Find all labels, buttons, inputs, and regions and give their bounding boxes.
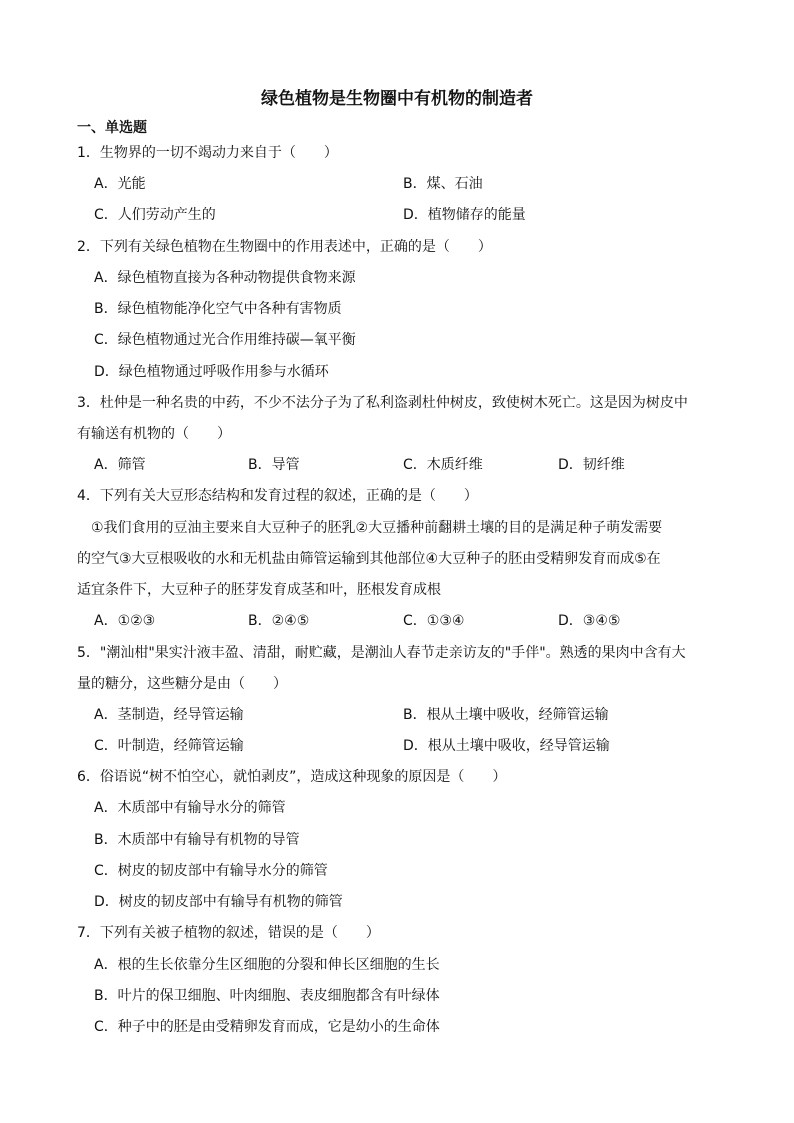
q5-option-b: B．根从土壤中吸收，经筛管运输	[403, 707, 609, 723]
q7-stem: 7．下列有关被子植物的叙述，错误的是（ ）	[77, 925, 380, 941]
q7-option-a: A．根的生长依靠分生区细胞的分裂和伸长区细胞的生长	[94, 957, 440, 973]
q3-stem-line2: 有输送有机物的（ ）	[77, 426, 231, 442]
page-title: 绿色植物是生物圈中有机物的制造者	[261, 89, 533, 109]
q7-option-c: C．种子中的胚是由受精卵发育而成，它是幼小的生命体	[94, 1019, 440, 1035]
q2-option-c: C．绿色植物通过光合作用维持碳—氧平衡	[94, 332, 356, 348]
q1-option-a: A．光能	[94, 176, 146, 192]
q2-option-b: B．绿色植物能净化空气中各种有害物质	[94, 301, 342, 317]
q6-option-b: B．木质部中有输导有机物的导管	[94, 832, 300, 848]
q6-option-c: C．树皮的韧皮部中有输导水分的筛管	[94, 863, 328, 879]
q4-statement-line1: ①我们食用的豆油主要来自大豆种子的胚乳②大豆播种前翻耕土壤的目的是满足种子萌发需要	[77, 520, 663, 536]
q6-option-d: D．树皮的韧皮部中有输导有机物的筛管	[94, 894, 343, 910]
q3-option-b: B．导管	[248, 457, 300, 473]
q3-option-a: A．筛管	[94, 457, 146, 473]
q3-option-d: D．韧纤维	[558, 457, 625, 473]
q1-option-c: C．人们劳动产生的	[94, 207, 216, 223]
q5-option-a: A．茎制造，经导管运输	[94, 707, 244, 723]
q4-option-d: D．③④⑤	[558, 613, 621, 629]
q3-option-c: C．木质纤维	[403, 457, 483, 473]
q4-stem: 4．下列有关大豆形态结构和发育过程的叙述，正确的是（ ）	[77, 488, 478, 504]
q2-option-d: D．绿色植物通过呼吸作用参与水循环	[94, 364, 329, 380]
q2-stem: 2．下列有关绿色植物在生物圈中的作用表述中，正确的是（ ）	[77, 239, 492, 255]
q1-option-d: D．植物储存的能量	[403, 207, 526, 223]
q4-statement-line2: 的空气③大豆根吸收的水和无机盐由筛管运输到其他部位④大豆种子的胚由受精卵发育而成⑤在	[77, 551, 661, 567]
q3-stem-line1: 3．杜仲是一种名贵的中药，不少不法分子为了私利盗剥杜仲树皮，致使树木死亡。这是因为树皮中	[77, 395, 688, 411]
q1-option-b: B．煤、石油	[403, 176, 483, 192]
q5-option-c: C．叶制造，经筛管运输	[94, 738, 244, 754]
q5-stem-line2: 量的糖分，这些糖分是由（ ）	[77, 676, 287, 692]
q4-option-c: C．①③④	[403, 613, 465, 629]
section-heading: 一、单选题	[77, 120, 147, 136]
q5-stem-line1: 5．"潮汕柑"果实汁液丰盈、清甜，耐贮藏，是潮汕人春节走亲访友的"手伴"。熟透的果肉中含有大	[77, 645, 686, 661]
q4-statement-line3: 适宜条件下，大豆种子的胚芽发育成茎和叶，胚根发育成根	[77, 582, 441, 598]
q6-option-a: A．木质部中有输导水分的筛管	[94, 800, 286, 816]
q4-option-b: B．②④⑤	[248, 613, 310, 629]
q4-option-a: A．①②③	[94, 613, 156, 629]
q7-option-b: B．叶片的保卫细胞、叶肉细胞、表皮细胞都含有叶绿体	[94, 988, 440, 1004]
q1-stem: 1．生物界的一切不竭动力来自于（ ）	[77, 145, 338, 161]
q5-option-d: D．根从土壤中吸收，经导管运输	[403, 738, 610, 754]
q6-stem: 6．俗语说“树不怕空心，就怕剥皮”，造成这种现象的原因是（ ）	[77, 769, 507, 785]
q2-option-a: A．绿色植物直接为各种动物提供食物来源	[94, 270, 356, 286]
